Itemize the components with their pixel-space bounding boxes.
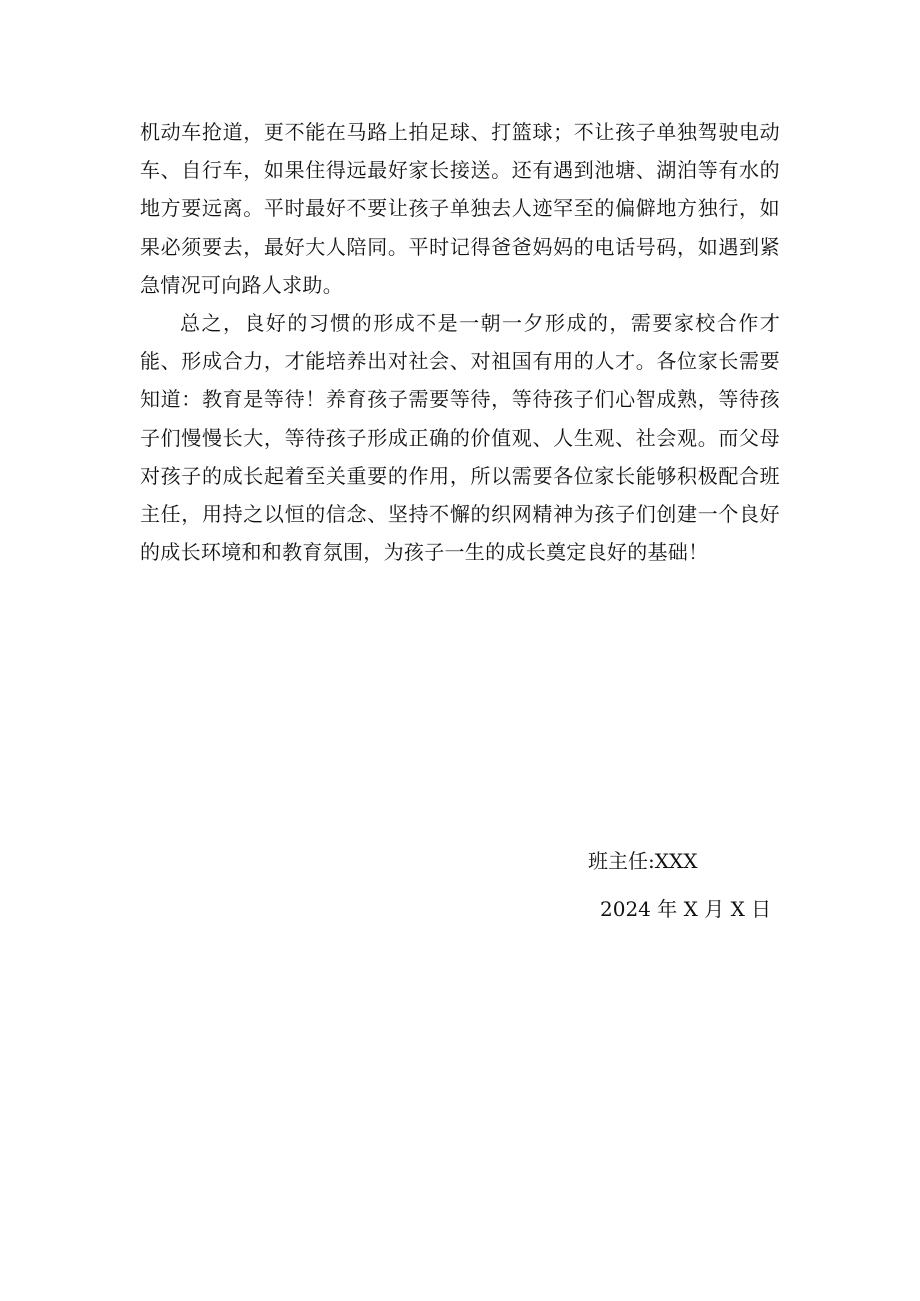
paragraph-conclusion: 总之，良好的习惯的形成不是一朝一夕形成的，需要家校合作才能、形成合力，才能培养出对社会、对祖国有用的人才。各位家长需要知道：教育是等待！养育孩子需要等待，等待孩子们心智成熟，等待孩子们慢慢长大，等待孩子形成正确的价值观、人生观、社会观。而父母对孩子的成长起着至关重要的作用，所以需要各位家长能够积极配合班主任，用持之以恒的信念、坚持不懈的织网精神为孩子们创建一个良好的成长环境和和教育氛围，为孩子一生的成长奠定良好的基础！ (140, 311, 780, 565)
signature-name: 班主任:XXX (588, 849, 698, 873)
signature-block (588, 847, 771, 923)
body-text (140, 113, 780, 571)
paragraph-safety: 机动车抢道，更不能在马路上拍足球、打篮球；不让孩子单独驾驶电动车、自行车，如果住得远最好家长接送。还有遇到池塘、湖泊等有水的地方要远离。平时最好不要让孩子单独去人迹罕至的偏僻地方独行，如果必须要去，最好大人陪同。平时记得爸爸妈妈的电话号码，如遇到紧急情况可向路人求助。 (140, 120, 780, 297)
signature-date: 2024 年 X 月 X 日 (600, 897, 772, 921)
